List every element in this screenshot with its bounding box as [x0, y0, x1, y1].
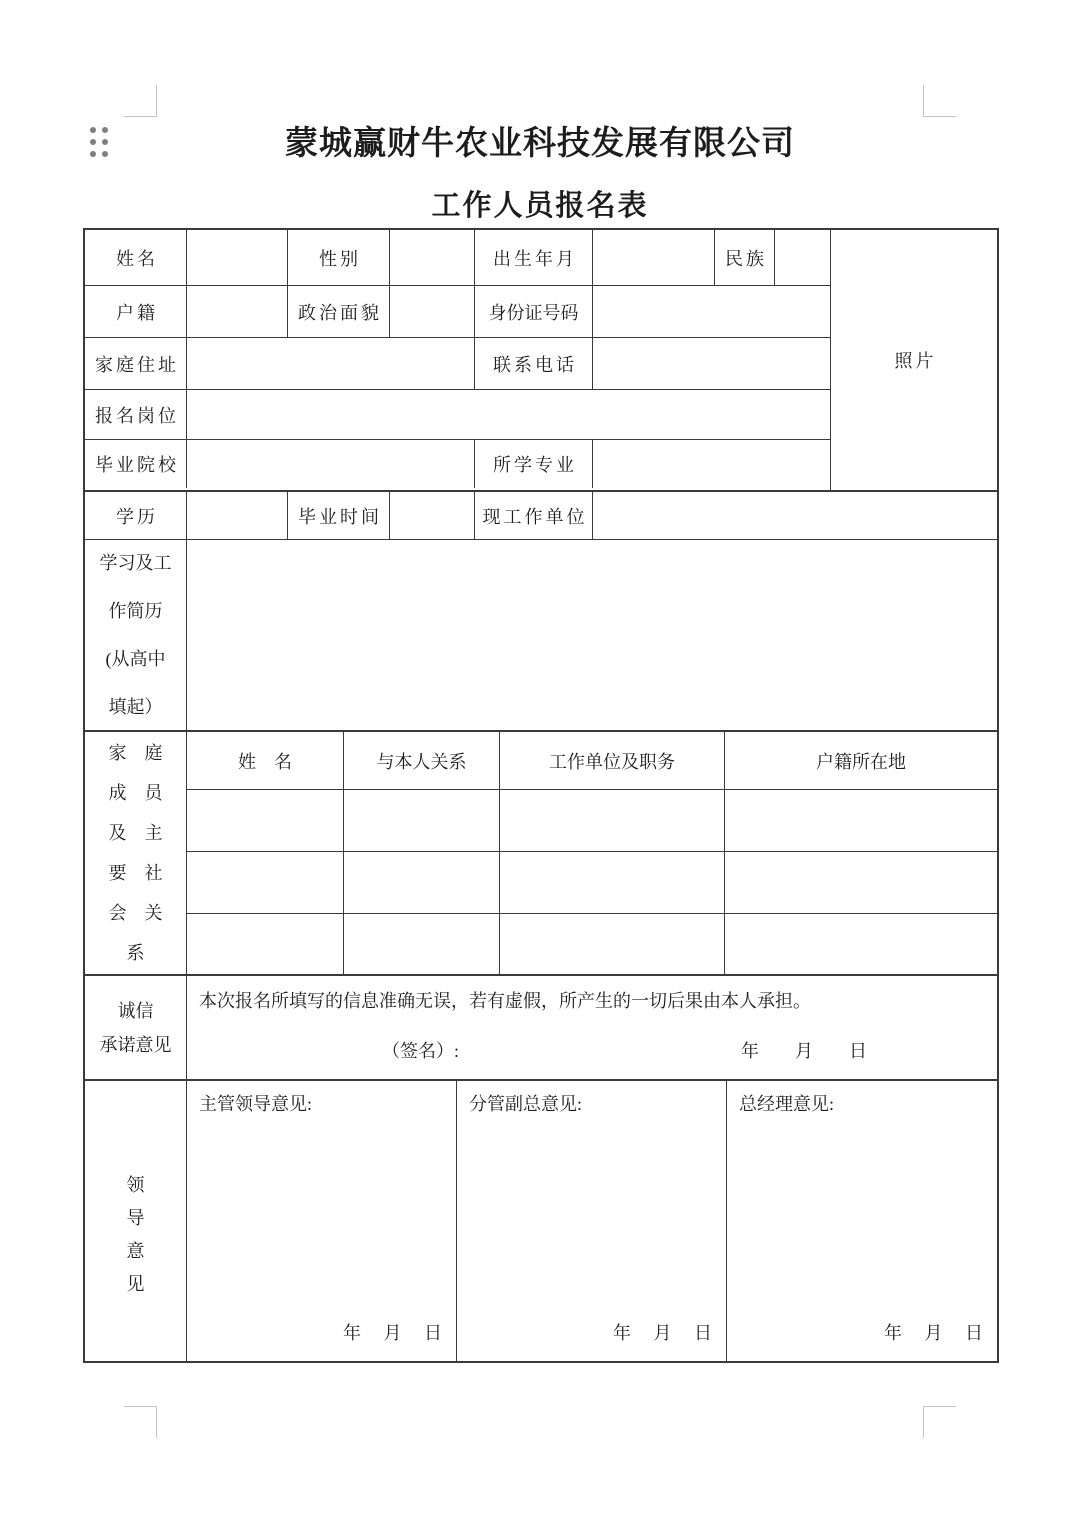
signature-line: [187, 1037, 997, 1079]
family-employer-header: 工作单位及职务: [500, 732, 725, 789]
political-status-field[interactable]: [390, 286, 475, 337]
home-address-label: 家庭住址: [85, 338, 187, 389]
ethnicity-field[interactable]: [775, 230, 830, 285]
deputy-gm-opinion-cell[interactable]: [457, 1081, 727, 1361]
family-residence-cell[interactable]: [725, 790, 997, 851]
integrity-statement: 本次报名所填写的信息准确无误，若有虚假，所产生的一切后果由本人承担。: [199, 991, 811, 1011]
major-field[interactable]: [593, 440, 830, 488]
family-label: 家 庭 成 员 及 主 要 社 会 关 系: [85, 732, 187, 974]
household-label: 户籍: [85, 286, 187, 337]
family-data-row: [187, 852, 997, 914]
education-field[interactable]: [187, 492, 288, 539]
phone-field[interactable]: [593, 338, 830, 389]
family-name-cell[interactable]: [187, 914, 344, 974]
basic-info-section: [85, 230, 997, 492]
home-address-field[interactable]: [187, 338, 475, 389]
gm-opinion-title: 总经理意见:: [739, 1094, 835, 1114]
integrity-label: 诚信 承诺意见: [85, 976, 187, 1079]
school-label: 毕业院校: [85, 440, 187, 488]
family-name-cell[interactable]: [187, 790, 344, 851]
family-name-header: 姓 名: [187, 732, 344, 789]
family-relation-cell[interactable]: [344, 790, 500, 851]
family-employer-cell[interactable]: [500, 914, 725, 974]
graduation-time-label: 毕业时间: [288, 492, 390, 539]
family-residence-cell[interactable]: [725, 914, 997, 974]
family-employer-cell[interactable]: [500, 790, 725, 851]
company-title: 蒙城赢财牛农业科技发展有限公司: [285, 126, 795, 162]
family-data-row: [187, 790, 997, 852]
major-label: 所学专业: [475, 440, 593, 488]
crop-mark-bottom-left-icon: [124, 1406, 157, 1438]
family-relation-cell[interactable]: [344, 914, 500, 974]
resume-label: 学习及工 作简历 (从高中 填起）: [85, 540, 187, 730]
birth-date-field[interactable]: [593, 230, 715, 285]
family-residence-cell[interactable]: [725, 852, 997, 913]
basic-info-rows: [85, 230, 830, 490]
resume-section: [85, 540, 997, 732]
family-table: [187, 732, 997, 974]
family-residence-header: 户籍所在地: [816, 751, 906, 772]
family-employer-cell[interactable]: [500, 852, 725, 913]
name-label: 姓名: [85, 230, 187, 285]
deputy-gm-opinion-date: 年 月 日: [613, 1323, 712, 1343]
crop-mark-bottom-right-icon: [923, 1406, 956, 1438]
application-form-table: [83, 228, 999, 1363]
crop-mark-top-left-icon: [124, 85, 157, 117]
integrity-body[interactable]: [187, 976, 997, 1079]
table-row: [85, 492, 997, 540]
integrity-section: [85, 976, 997, 1081]
supervisor-opinion-cell[interactable]: [187, 1081, 457, 1361]
family-relation-header: 与本人关系: [344, 732, 500, 789]
form-title: 工作人员报名表: [431, 190, 649, 222]
family-data-row: [187, 914, 997, 974]
table-row: [85, 390, 830, 440]
position-field[interactable]: [187, 390, 830, 439]
leadership-label: 领 导 意 见: [85, 1081, 187, 1361]
table-row: [85, 286, 830, 338]
supervisor-opinion-date: 年 月 日: [343, 1323, 442, 1343]
gender-field[interactable]: [390, 230, 475, 285]
education-label: 学历: [85, 492, 187, 539]
supervisor-opinion-title: 主管领导意见:: [199, 1094, 313, 1114]
political-status-label: 政治面貌: [288, 286, 390, 337]
employer-label: 现工作单位: [475, 492, 593, 539]
employer-field[interactable]: [593, 492, 997, 539]
family-relation-cell[interactable]: [344, 852, 500, 913]
ethnicity-label: 民族: [715, 230, 775, 285]
photo-cell[interactable]: 照片: [830, 230, 997, 490]
signature-label: （签名）:: [382, 1041, 460, 1061]
leadership-section: [85, 1081, 997, 1361]
graduation-time-field[interactable]: [390, 492, 475, 539]
position-label: 报名岗位: [85, 390, 187, 439]
table-row: [85, 230, 830, 286]
deputy-gm-opinion-title: 分管副总意见:: [469, 1094, 583, 1114]
gm-opinion-date: 年 月 日: [884, 1323, 983, 1343]
family-name-cell[interactable]: [187, 852, 344, 913]
name-field[interactable]: [187, 230, 288, 285]
family-section: [85, 732, 997, 976]
resume-field[interactable]: [187, 540, 997, 730]
table-row: [85, 338, 830, 390]
id-number-label: 身份证号码: [475, 286, 593, 337]
phone-label: 联系电话: [475, 338, 593, 389]
birth-date-label: 出生年月: [475, 230, 593, 285]
family-header-row: [187, 732, 997, 790]
integrity-date-label: 年 月 日: [741, 1041, 867, 1061]
school-field[interactable]: [187, 440, 475, 488]
id-number-field[interactable]: [593, 286, 830, 337]
household-field[interactable]: [187, 286, 288, 337]
gm-opinion-cell[interactable]: [727, 1081, 997, 1361]
table-row: [85, 440, 830, 488]
crop-mark-top-right-icon: [923, 85, 956, 117]
gender-label: 性别: [288, 230, 390, 285]
